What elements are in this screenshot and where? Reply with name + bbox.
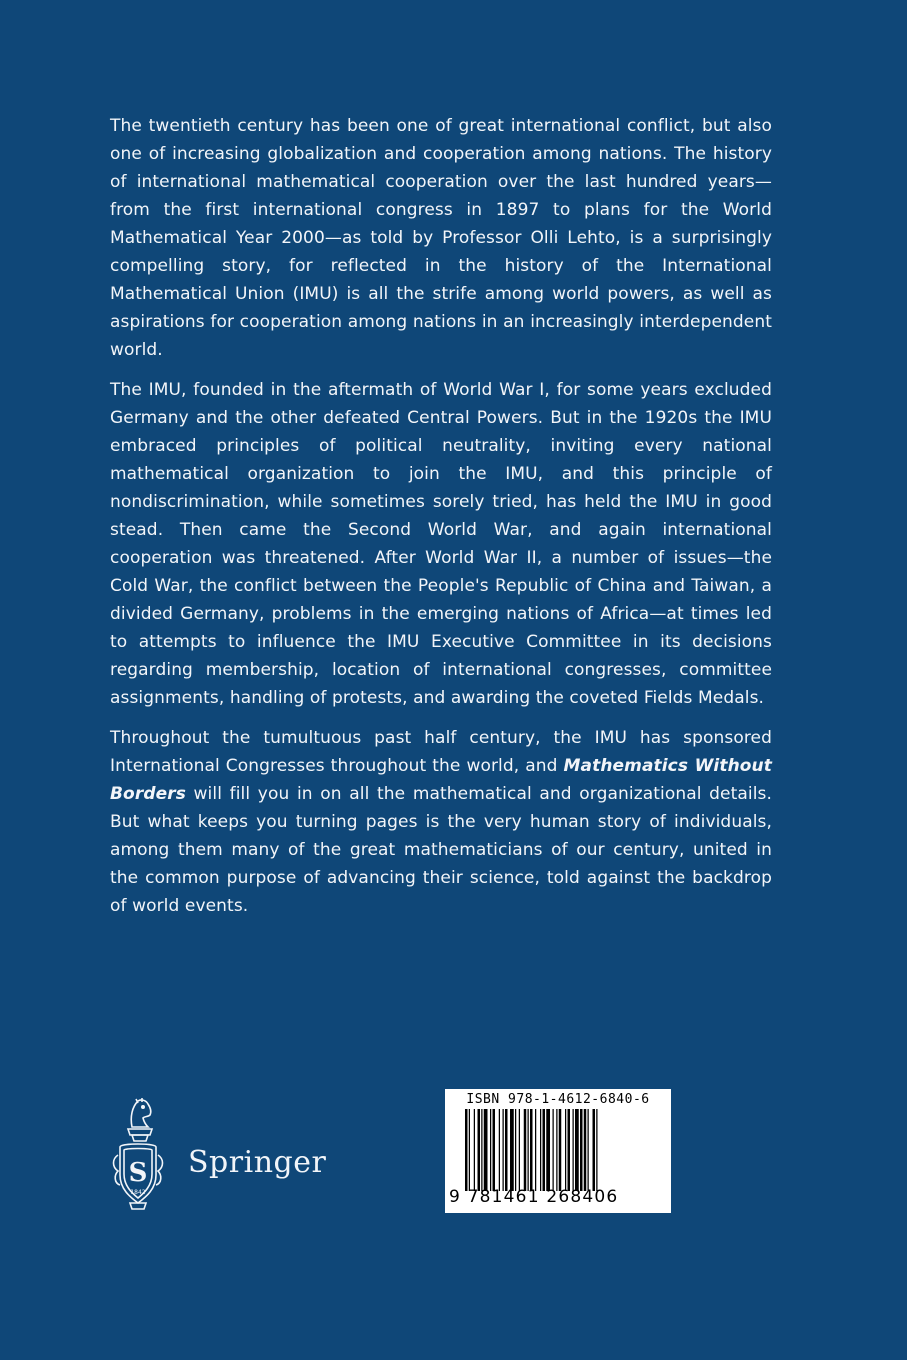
blurb-paragraph-3-start: Throughout the tumultuous past half century, the IMU has sponsored International Congresses throughout the world, and bbox=[110, 728, 772, 776]
blurb-paragraph-3 bbox=[110, 724, 772, 920]
blurb-paragraph-1: The twentieth century has been one of great international conflict, but also one of increasing globalization and cooperation among nations. The history of international mathematical cooperation over the last hundred years—from the first international congress in 1897 to plans for the World Mathematical Year 2000—as told by Professor Olli Lehto, is a surprisingly compelling story, for reflected in the history of the International Mathematical Union (IMU) is all the strife among world powers, as well as aspirations for cooperation among nations in an increasingly interdependent world. bbox=[110, 116, 772, 360]
barcode-icon bbox=[465, 1109, 659, 1191]
isbn-digits: 9 781461 268406 bbox=[449, 1187, 619, 1207]
isbn-barcode-box bbox=[445, 1089, 671, 1213]
isbn-label: ISBN 978-1-4612-6840-6 bbox=[466, 1092, 650, 1107]
blurb-paragraph-3-end: will fill you in on all the mathematical and organizational details. But what keeps you turning pages is the very human story of individuals, among them many of the great mathematicians of our century, united in the common purpose of advancing their science, told against the backdrop of world events. bbox=[110, 784, 772, 916]
blurb-paragraph-2: The IMU, founded in the aftermath of World War I, for some years excluded Germany and the other defeated Central Powers. But in the 1920s the IMU embraced principles of political neutrality, inviting every national mathematical organization to join the IMU, and this principle of nondiscrimination, while sometimes sorely tried, has held the IMU in good stead. Then came the Second World War, and again international cooperation was threatened. After World War II, a number of issues—the Cold War, the conflict between the People's Republic of China and Taiwan, a divided Germany, problems in the emerging nations of Africa—at times led to attempts to influence the IMU Executive Committee in its decisions regarding membership, location of international congresses, committee assignments, handling of protests, and awarding the coveted Fields Medals. bbox=[110, 380, 772, 708]
logo-monogram: S bbox=[128, 1158, 148, 1188]
publisher-name: Springer bbox=[188, 1145, 327, 1180]
book-title: Mathematics Without Borders bbox=[110, 756, 772, 804]
springer-horse-icon bbox=[108, 1093, 168, 1223]
publisher-imprint bbox=[108, 1093, 348, 1223]
logo-year: 1842 bbox=[130, 1189, 146, 1196]
blurb-text bbox=[110, 112, 772, 932]
